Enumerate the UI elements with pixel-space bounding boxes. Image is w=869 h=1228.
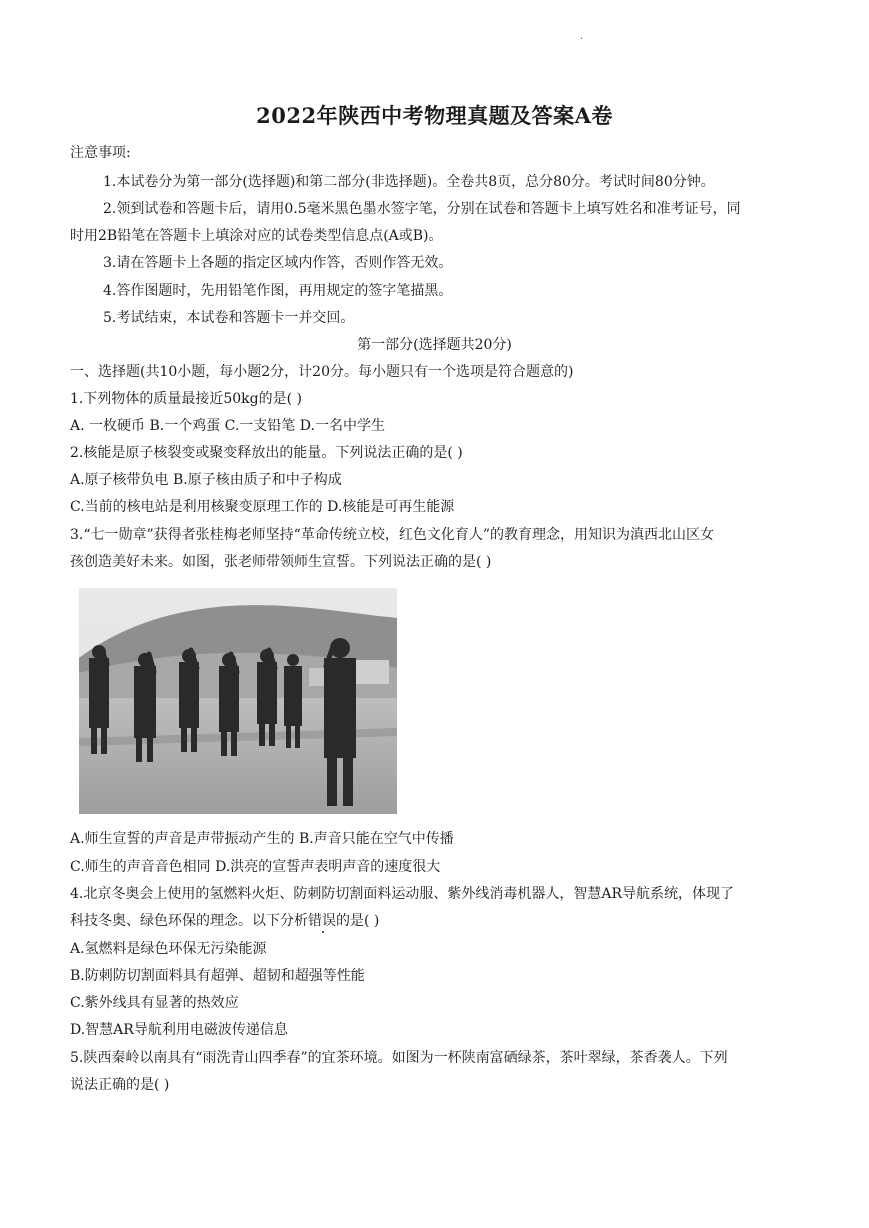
question-1-options: A. 一枚硬币 B.一个鸡蛋 C.一支铅笔 D.一名中学生 (70, 418, 385, 434)
notice-item: 5.考试结束，本试卷和答题卡一并交回。 (103, 310, 355, 326)
notice-heading: 注意事项: (70, 145, 131, 161)
question-5-stem: 5.陕西秦岭以南具有“雨洗青山四季春”的宜茶环境。如图为一杯陕南富硒绿茶，茶叶翠绿，茶香袭人。下列 (70, 1050, 728, 1066)
header-mark: · (580, 34, 584, 45)
question-4-option-c: C.紫外线具有显著的热效应 (70, 995, 239, 1011)
question-2-stem: 2.核能是原子核裂变或聚变释放出的能量。下列说法正确的是( ) (70, 445, 463, 461)
question-2-options: A.原子核带负电 B.原子核由质子和中子构成 (70, 472, 342, 488)
question-1-stem: 1.下列物体的质量最接近50kg的是( ) (70, 391, 302, 407)
question-4-stem-pre: 科技冬奥、绿色环保的理念。以下分析 (70, 913, 308, 929)
section-heading: 一、选择题(共10小题，每小题2分，计20分。每小题只有一个选项是符合题意的) (70, 364, 574, 380)
page-title: 2022年陕西中考物理真题及答案A卷 (256, 103, 613, 128)
question-4-stem-post: 的是( ) (336, 913, 380, 929)
question-4-option-d: D.智慧AR导航利用电磁波传递信息 (70, 1022, 288, 1038)
notice-item: 2.领到试卷和答题卡后，请用0.5毫米黑色墨水签字笔，分别在试卷和答题卡上填写姓名和准考证号，同 (103, 201, 741, 217)
question-4-stem (70, 911, 379, 931)
question-4-option-b: B.防刺防切割面料具有超弹、超韧和超强等性能 (70, 968, 365, 984)
oath-photo (79, 588, 397, 814)
notice-item: 3.请在答题卡上各题的指定区域内作答，否则作答无效。 (103, 255, 453, 271)
question-3-options: C.师生的声音音色相同 D.洪亮的宣誓声表明声音的速度很大 (70, 859, 441, 875)
notice-item: 1.本试卷分为第一部分(选择题)和第二部分(非选择题)。全卷共8页，总分80分。考试时间80分钟。 (103, 174, 715, 190)
question-4-stem: 4.北京冬奥会上使用的氢燃料火炬、防刺防切割面料运动服、紫外线消毒机器人，智慧AR导航系统，体现了 (70, 886, 735, 902)
question-5-stem: 说法正确的是( ) (70, 1077, 170, 1093)
notice-item-continued: 时用2B铅笔在答题卡上填涂对应的试卷类型信息点(A或B)。 (70, 228, 443, 244)
part-one-heading: 第一部分(选择题共20分) (357, 337, 512, 353)
question-4-option-a: A.氢燃料是绿色环保无污染能源 (70, 941, 267, 957)
question-3-stem: 孩创造美好未来。如图，张老师带领师生宣誓。下列说法正确的是( ) (70, 554, 492, 570)
notice-item: 4.答作图题时，先用铅笔作图，再用规定的签字笔描黑。 (103, 283, 453, 299)
emphasis-word: 错误 (308, 913, 336, 929)
question-2-options: C.当前的核电站是利用核聚变原理工作的 D.核能是可再生能源 (70, 499, 455, 515)
question-3-options: A.师生宣誓的声音是声带振动产生的 B.声音只能在空气中传播 (70, 831, 454, 847)
question-3-stem: 3.“七一勋章”获得者张桂梅老师坚持“革命传统立校，红色文化育人”的教育理念，用知识为滇西北山区女 (70, 527, 714, 543)
